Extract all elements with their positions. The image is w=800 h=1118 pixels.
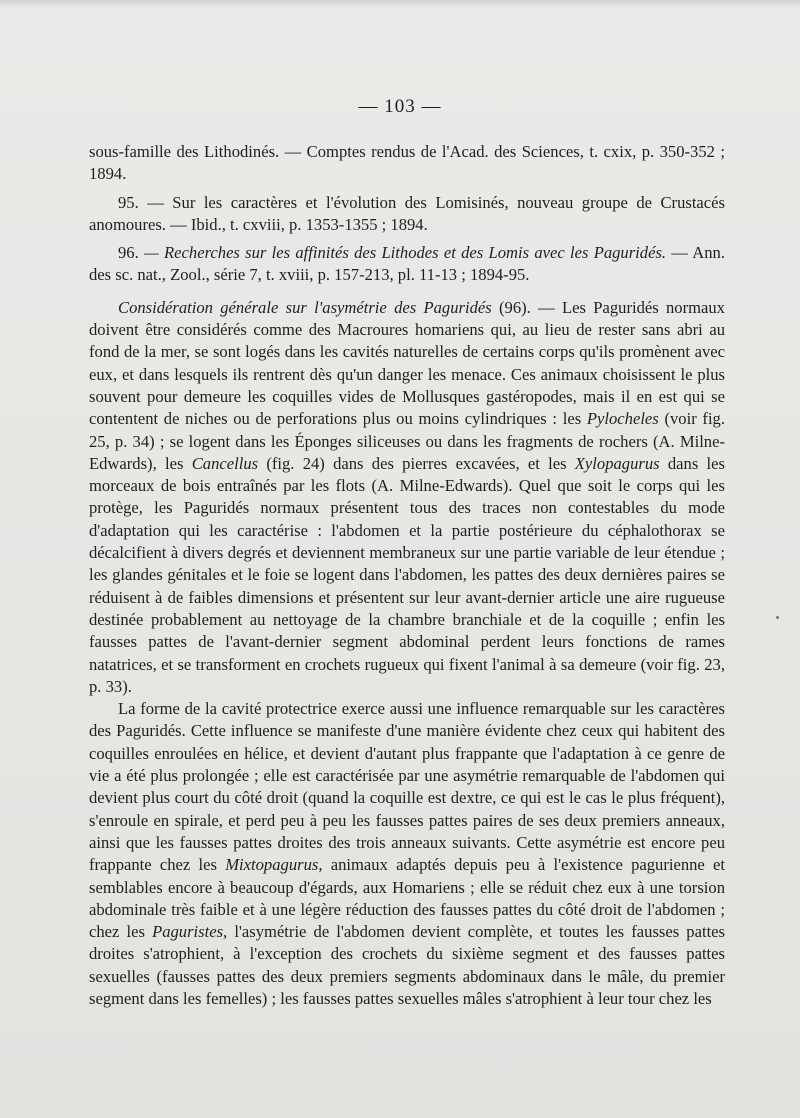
paragraph-text: dans les morceaux de bois entraînés par les flots (A. Milne-Edwards). Quel que soit le corps qui les protège, les Paguridés normaux présentent tous des traces non contestables du mode d'adaptation qui les caractérise : l'abdomen et la partie postérieure du céphalothorax se décalcifient à divers degrés et deviennent membraneux sur une partie variable de leur étendue ; les glandes génitales et le foie se logent dans l'abdomen, les pattes des deux dernières paires se réduisent à de faibles dimensions et présentent sur leur avant-dernier article une aire rugueuse destinée probablement au nettoyage de la chambre branchiale et de la coquille ; enfin les fausses pattes de l'avant-dernier segment abdominal perdent leurs fonctions de rames natatrices, et se transforment en crochets rugueux qui fixent l'animal à sa demeure (voir fig. 23, p. 33). — [89, 453, 725, 696]
section-title-ref: (96). — [499, 297, 531, 317]
paragraph-text: — Les Paguridés normaux doivent être considérés comme des Macroures homariens qui, au lieu de rester sans abri au fond de la mer, se sont logés dans les cavités naturelles de certains corps qu'ils promènent avec eux, et dans lesquels ils rentrent dès qu'un danger les menace. Ces animaux choisissent le plus souvent pour demeure les coquilles vides de Mollusques gastéropodes, mais il en est qui se contentent de niches ou de perforations plus ou moins cylindriques : les — [89, 297, 725, 429]
paragraph-text: animaux adaptés depuis peu à l'existence pagurienne et semblables encore à beaucoup d'égards, aux Homariens ; elle se réduit chez eux à une torsion abdominale très faible et à une légère réduction des fausses pattes du côté droit de l'abdomen ; chez les — [89, 855, 725, 942]
reference-entry-95 — [89, 192, 725, 237]
scan-speck — [776, 616, 779, 619]
genus-name: Xylopagurus — [574, 453, 660, 473]
genus-name: Mixtopagurus, — [225, 855, 323, 875]
reference-entry-96 — [89, 242, 725, 287]
reference-title: — Recherches sur les affinités des Lithodes et des Lomis avec les Paguridés. — [138, 243, 667, 263]
reference-text: sous-famille des Lithodinés. — Comptes rendus de l'Acad. des Sciences, t. cxix, p. 350-352 ; 1894. — [89, 142, 725, 184]
reference-text: — Ann. des sc. nat., Zool., série 7, t. xviii, p. 157-213, pl. 11-13 ; 1894-95. — [89, 243, 725, 285]
reference-text: — Sur les caractères et l'évolution des Lomisinés, nouveau groupe de Crustacés anomoures. — Ibid., t. cxviii, p. 1353-1355 ; 1894. — [89, 192, 725, 234]
genus-name: Pylocheles — [586, 409, 659, 429]
paragraph-text: l'asymétrie de l'abdomen devient complète, et toutes les fausses pattes droites s'atrophient, à l'exception des crochets du sixième segment et des fausses pattes sexuelles (fausses pattes des deux premiers segments abdominaux dans le mâle, du premier segment dans les femelles) ; les fausses pattes sexuelles mâles s'atrophient à leur tour chez les — [89, 922, 725, 1008]
genus-name: Paguristes, — [152, 922, 228, 942]
paragraph-text: (fig. 24) dans des pierres excavées, et les — [258, 453, 575, 473]
section-title: Considération générale sur l'asymétrie des Paguridés — [118, 297, 492, 317]
scan-edge-shadow — [0, 0, 800, 8]
paragraph-text: (voir fig. 25, p. 34) ; se logent dans les Éponges siliceuses ou dans les fragments de rochers (A. Milne-Edwards), les — [89, 409, 726, 473]
paragraph-2 — [89, 698, 725, 1010]
reference-number: 96. — [118, 243, 139, 263]
reference-number: 95. — [118, 192, 139, 212]
reference-entry-continued — [89, 141, 725, 186]
paragraph-text: La forme de la cavité protectrice exerce aussi une influence remarquable sur les caractères des Paguridés. Cette influence se manifeste d'une manière évidente chez ceux qui habitent des coquilles enroulées en hélice, et devient d'autant plus frappante que l'adaptation à ce genre de vie a été plus prolongée ; elle est caractérisée par une asymétrie remarquable de l'abdomen qui devient plus court du côté droit (quand la coquille est dextre, ce qui est le cas le plus fréquent), s'enroule en spirale, et perd peu à peu les fausses pattes paires de ses deux premiers anneaux, ainsi que les fausses pattes droites des trois anneaux suivants. Cette asymétrie est encore peu frappante chez les — [89, 699, 725, 875]
genus-name: Cancellus — [191, 453, 259, 473]
page-body — [89, 141, 725, 1010]
paragraph-1 — [89, 297, 725, 698]
page-number: — 103 — — [358, 96, 442, 117]
